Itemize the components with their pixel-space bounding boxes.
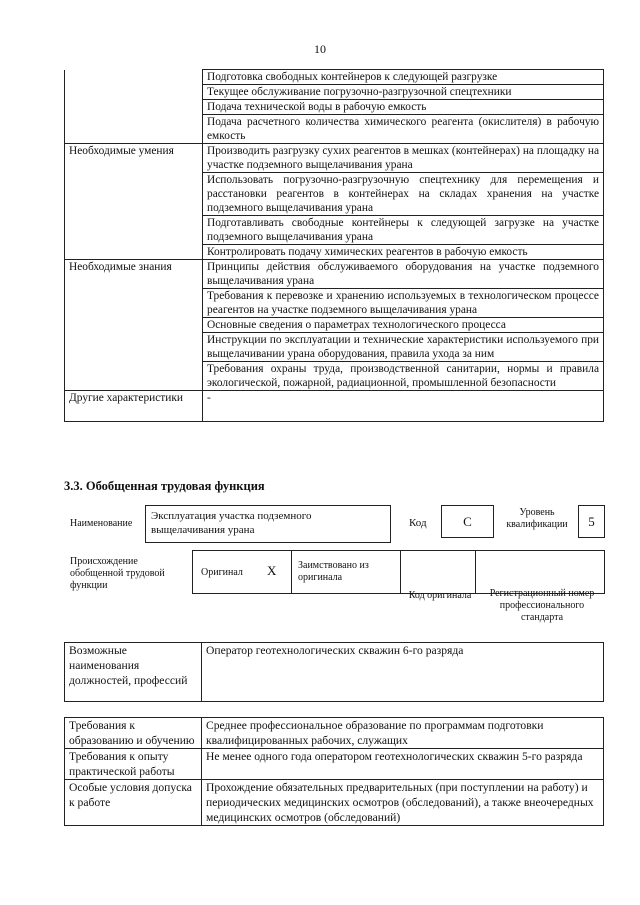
table-row — [65, 85, 604, 100]
code-label: Код — [409, 517, 427, 529]
requirement-label: Требования к образованию и обучению — [65, 718, 202, 749]
table-cell: Использовать погрузочно-разгрузочную спецтехнику для перемещения и расстановки реагентов в контейнерах на складах хранения на участке подземного выщелачивания урана — [203, 173, 604, 216]
section-heading: 3.3. Обобщенная трудовая функция — [64, 479, 265, 493]
label-cell — [65, 289, 203, 318]
requirements-table — [64, 717, 604, 826]
table-row — [65, 718, 604, 749]
positions-table — [64, 642, 604, 702]
name-value: Эксплуатация участка подземного выщелачивания урана — [145, 505, 391, 543]
requirement-label: Особые условия допуска к работе — [65, 780, 202, 826]
table-row — [65, 318, 604, 333]
code-original-cell — [400, 550, 476, 594]
table-cell: - — [203, 391, 604, 422]
table-cell: Подготовка свободных контейнеров к следующей разгрузке — [203, 70, 604, 85]
table-cell: Производить разгрузку сухих реагентов в мешках (контейнерах) на площадку на участке подземного выщелачивания урана — [203, 144, 604, 173]
level-value: 5 — [578, 505, 605, 538]
table-cell: Подача технической воды в рабочую емкость — [203, 100, 604, 115]
name-label: Наименование — [70, 518, 133, 529]
table-row — [65, 289, 604, 318]
positions-label: Возможные наименования должностей, профессий — [65, 643, 202, 702]
code-value: C — [441, 505, 494, 538]
table-row — [65, 391, 604, 422]
table-cell: Требования охраны труда, производственной санитарии, нормы и правила экологической, пожарной, радиационной, промышленной безопасности — [203, 362, 604, 391]
knowledge-label: Необходимые знания — [65, 260, 203, 289]
label-cell — [65, 115, 203, 144]
table-cell: Требования к перевозке и хранению используемых в технологическом процессе реагентов на участке подземного выщелачивания урана — [203, 289, 604, 318]
original-cell — [192, 550, 292, 594]
table-row — [65, 362, 604, 391]
table-row — [65, 115, 604, 144]
reg-number-label: Регистрационный номер профессионального стандарта — [489, 588, 595, 623]
label-cell — [65, 70, 203, 85]
borrowed-cell — [291, 550, 401, 594]
table-cell: Подготавливать свободные контейнеры к следующей загрузке на участке подземного выщелачивания урана — [203, 216, 604, 245]
positions-value: Оператор геотехнологических скважин 6-го разряда — [202, 643, 604, 702]
table-row — [65, 749, 604, 780]
requirement-value: Не менее одного года оператором геотехнологических скважин 5-го разряда — [202, 749, 604, 780]
page-number: 10 — [314, 42, 326, 56]
table-row — [65, 100, 604, 115]
requirement-label: Требования к опыту практической работы — [65, 749, 202, 780]
origin-label: Происхождение обобщенной трудовой функции — [70, 556, 165, 591]
table-row — [65, 245, 604, 260]
table-row — [65, 173, 604, 216]
label-cell — [65, 362, 203, 391]
label-cell — [65, 245, 203, 260]
level-label: Уровень квалификации — [506, 507, 568, 530]
table-cell: Основные сведения о параметрах технологического процесса — [203, 318, 604, 333]
table-row — [65, 780, 604, 826]
labor-actions-table — [64, 69, 604, 422]
table-cell: Принципы действия обслуживаемого оборудования на участке подземного выщелачивания урана — [203, 260, 604, 289]
borrowed-label: Заимствовано из оригинала — [298, 560, 369, 583]
requirement-value: Прохождение обязательных предварительных (при поступлении на работу) и периодических медицинских осмотров (обследований), а также внеочередных медицинских осмотров (обследований) — [202, 780, 604, 826]
table-row — [65, 216, 604, 245]
table-cell: Контролировать подачу химических реагентов в рабочую емкость — [203, 245, 604, 260]
table-row — [65, 70, 604, 85]
label-cell — [65, 85, 203, 100]
label-cell — [65, 173, 203, 216]
table-row — [65, 260, 604, 289]
table-row — [65, 333, 604, 362]
table-cell: Текущее обслуживание погрузочно-разгрузочной спецтехники — [203, 85, 604, 100]
requirement-value: Среднее профессиональное образование по программам подготовки квалифицированных рабочих, служащих — [202, 718, 604, 749]
code-original-label: Код оригинала — [408, 590, 472, 601]
skills-label: Необходимые умения — [65, 144, 203, 173]
table-row — [65, 643, 604, 702]
table-cell: Инструкции по эксплуатации и технические характеристики используемого при выщелачивании урана оборудования, правила ухода за ним — [203, 333, 604, 362]
original-mark: X — [267, 563, 277, 578]
other-label: Другие характеристики — [65, 391, 203, 422]
label-cell — [65, 100, 203, 115]
label-cell — [65, 318, 203, 333]
original-label: Оригинал — [201, 567, 243, 578]
table-cell: Подача расчетного количества химического реагента (окислителя) в рабочую емкость — [203, 115, 604, 144]
label-cell — [65, 333, 203, 362]
table-row — [65, 144, 604, 173]
label-cell — [65, 216, 203, 245]
